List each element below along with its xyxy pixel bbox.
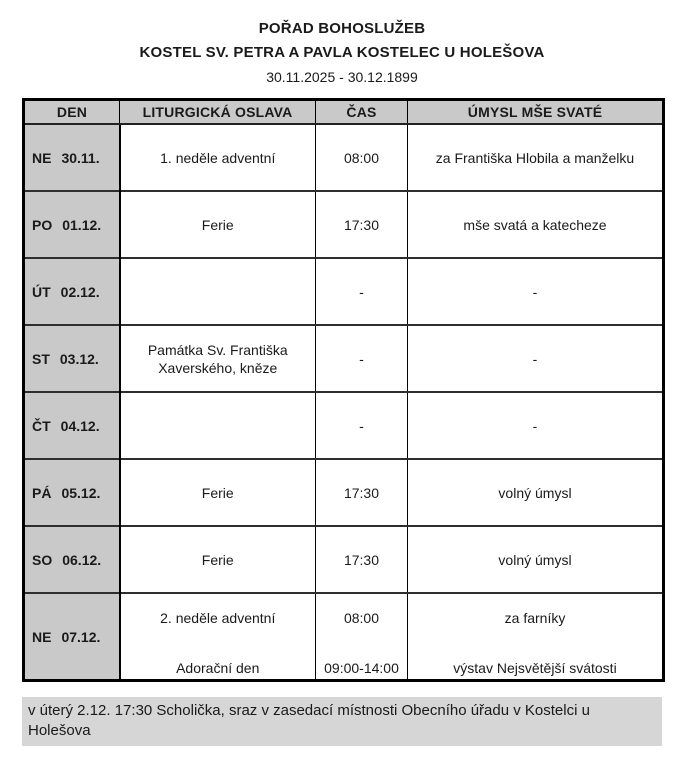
table-row — [24, 191, 664, 258]
day-cell — [24, 124, 120, 191]
intention-text: volný úmysl — [498, 551, 572, 568]
cell-line-2: výstav Nejsvětější svátosti — [453, 660, 617, 676]
intention-cell — [408, 258, 664, 325]
intention-text: za Františka Hlobila a manželku — [435, 149, 635, 166]
service-schedule-table — [22, 98, 665, 682]
table-row — [24, 593, 664, 681]
liturgy-cell — [120, 593, 316, 681]
time-cell — [316, 124, 408, 191]
page-title: POŘAD BOHOSLUŽEB — [258, 20, 426, 37]
time-text: 17:30 — [343, 484, 380, 501]
day-date: 05.12. — [61, 484, 101, 501]
intention-cell — [408, 593, 664, 681]
time-cell — [316, 258, 408, 325]
day-cell — [24, 526, 120, 593]
liturgy-text: Památka Sv. Františka Xaverského, kněze — [147, 341, 288, 376]
day-abbr: ÚT — [32, 283, 51, 300]
intention-cell — [408, 526, 664, 593]
intention-cell — [408, 191, 664, 258]
liturgy-cell — [120, 124, 316, 191]
column-header-umysl: ÚMYSL MŠE SVATÉ — [408, 100, 664, 125]
document-header — [0, 0, 684, 85]
footer-note-line: Holešova — [28, 722, 91, 739]
day-abbr: ČT — [32, 417, 51, 434]
day-abbr: NE — [32, 149, 52, 166]
day-date: 04.12. — [60, 417, 100, 434]
day-cell — [24, 459, 120, 526]
liturgy-cell — [120, 459, 316, 526]
time-text: 17:30 — [343, 216, 380, 233]
cell-line-2: 09:00-14:00 — [324, 660, 399, 676]
time-cell — [316, 392, 408, 459]
day-abbr: NE — [32, 628, 52, 645]
day-cell — [24, 325, 120, 392]
liturgy-text: Ferie — [201, 484, 234, 501]
schedule-body — [24, 124, 664, 681]
time-cell — [316, 593, 408, 681]
time-text: 08:00 — [343, 149, 380, 166]
date-range: 30.11.2025 - 30.12.1899 — [266, 69, 418, 85]
day-cell — [24, 593, 120, 681]
time-text: - — [359, 417, 364, 434]
table-row — [24, 325, 664, 392]
time-cell — [316, 191, 408, 258]
day-abbr: PO — [32, 216, 53, 233]
liturgy-text: 1. neděle adventní — [160, 149, 276, 166]
day-date: 07.12. — [61, 628, 101, 645]
day-date: 06.12. — [62, 551, 102, 568]
liturgy-text: 2. neděle adventní — [160, 610, 276, 626]
intention-text: mše svatá a katecheze — [463, 216, 607, 233]
day-date: 01.12. — [62, 216, 102, 233]
intention-text: volný úmysl — [498, 484, 572, 501]
liturgy-text: Ferie — [201, 551, 234, 568]
time-cell — [316, 526, 408, 593]
time-text: - — [359, 283, 364, 300]
day-cell — [24, 258, 120, 325]
time-cell — [316, 459, 408, 526]
time-text: - — [359, 350, 364, 367]
table-row — [24, 526, 664, 593]
day-cell — [24, 191, 120, 258]
footer-note — [22, 697, 662, 746]
liturgy-cell — [120, 325, 316, 392]
table-row — [24, 459, 664, 526]
intention-cell — [408, 392, 664, 459]
column-header-liturgicka-oslava: LITURGICKÁ OSLAVA — [120, 100, 316, 125]
intention-cell — [408, 459, 664, 526]
church-subtitle: KOSTEL SV. PETRA A PAVLA KOSTELEC U HOLEŠOVA — [139, 44, 545, 61]
day-abbr: PÁ — [32, 484, 52, 501]
intention-text: - — [532, 283, 538, 300]
intention-text: za farníky — [504, 610, 566, 626]
footer-note-line: v úterý 2.12. 17:30 Scholička, sraz v zasedací místnosti Obecního úřadu v Kostelci u — [28, 702, 590, 719]
time-text: 17:30 — [343, 551, 380, 568]
intention-cell — [408, 325, 664, 392]
liturgy-cell — [120, 526, 316, 593]
table-header-row — [24, 100, 664, 125]
liturgy-cell — [120, 258, 316, 325]
liturgy-cell — [120, 392, 316, 459]
day-abbr: ST — [32, 350, 50, 367]
time-cell — [316, 325, 408, 392]
intention-cell — [408, 124, 664, 191]
table-header — [24, 100, 664, 125]
table-row — [24, 124, 664, 191]
day-date: 03.12. — [59, 350, 99, 367]
column-header-cas: ČAS — [316, 100, 408, 125]
cell-line-2: Adorační den — [176, 660, 260, 676]
table-row — [24, 392, 664, 459]
day-date: 02.12. — [60, 283, 100, 300]
liturgy-cell — [120, 191, 316, 258]
day-cell — [24, 392, 120, 459]
column-header-den: DEN — [24, 100, 120, 125]
time-text: 08:00 — [343, 610, 380, 626]
table-row — [24, 258, 664, 325]
intention-text: - — [532, 417, 538, 434]
intention-text: - — [532, 350, 538, 367]
liturgy-text: Ferie — [201, 216, 234, 233]
day-date: 30.11. — [61, 149, 100, 166]
day-abbr: SO — [32, 551, 53, 568]
